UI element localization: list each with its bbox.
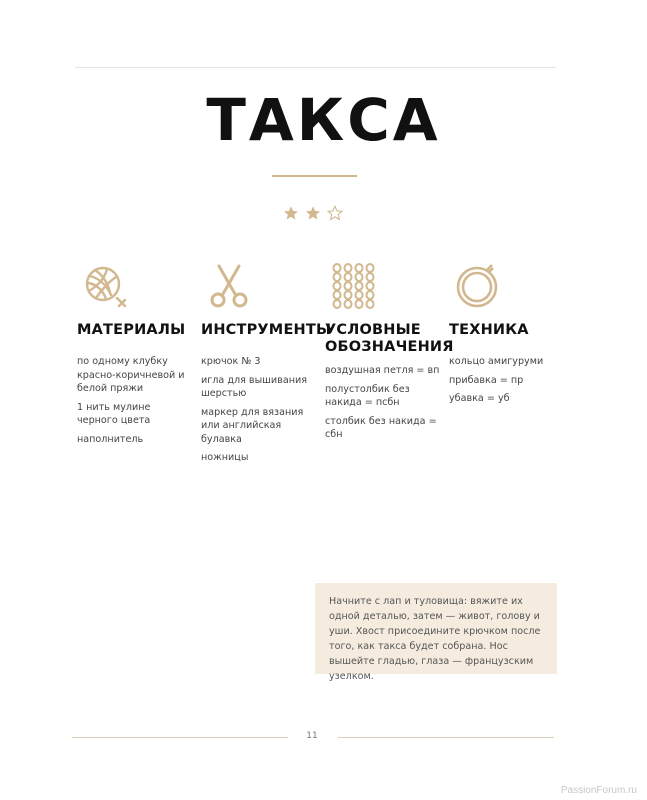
scissors-icon [205,262,253,310]
star-empty-icon [327,205,343,221]
yarn-ball-icon [81,262,129,310]
list-item: воздушная петля = вп [325,365,440,376]
watermark: PassionForum.ru [560,785,637,796]
list-item: крючок № 3 [201,356,261,367]
footer-divider-left [72,737,288,738]
list-item: наполнитель [77,433,144,445]
list-item: убавка = уб [449,393,510,404]
list-item: 1 нить мулине черного цвета [77,401,151,426]
page-title: ТАКСА [206,86,441,154]
tools-heading: ИНСТРУМЕНТЫ [201,322,332,338]
instruction-note: Начните с лап и туловища: вяжите их одной деталью, затем — живот, голову и уши. Хвост присоедините крючком после того, как такса будет собрана. Нос вышейте гладью, глаза — французским узелком. [315,583,557,674]
title-underline [272,175,357,177]
list-item: кольцо амигуруми [449,356,544,367]
star-filled-icon [283,205,299,221]
difficulty-rating [283,205,343,221]
stitches-icon [329,262,377,310]
page-number: 11 [306,731,318,741]
star-filled-icon [305,205,321,221]
technique-heading: ТЕХНИКА [449,322,529,338]
symbols-heading: УСЛОВНЫЕ ОБОЗНАЧЕНИЯ [325,322,454,355]
list-item: игла для вышивания шерстью [201,374,307,399]
list-item: маркер для вязания или английская булавка [201,406,304,445]
list-item: по одному клубку красно-коричневой и белой пряжи [77,356,185,394]
list-item: прибавка = пр [449,374,524,386]
list-item: полустолбик без накида = псбн [325,383,410,408]
top-divider [75,67,556,68]
tools-section [201,262,332,470]
materials-heading: МАТЕРИАЛЫ [77,322,186,338]
ring-icon [453,262,501,310]
materials-section [77,262,193,451]
list-item: столбик без накида = сбн [325,415,437,440]
list-item: ножницы [201,452,249,463]
footer-divider-right [338,737,554,738]
symbols-section [325,262,454,447]
technique-section [449,262,565,411]
